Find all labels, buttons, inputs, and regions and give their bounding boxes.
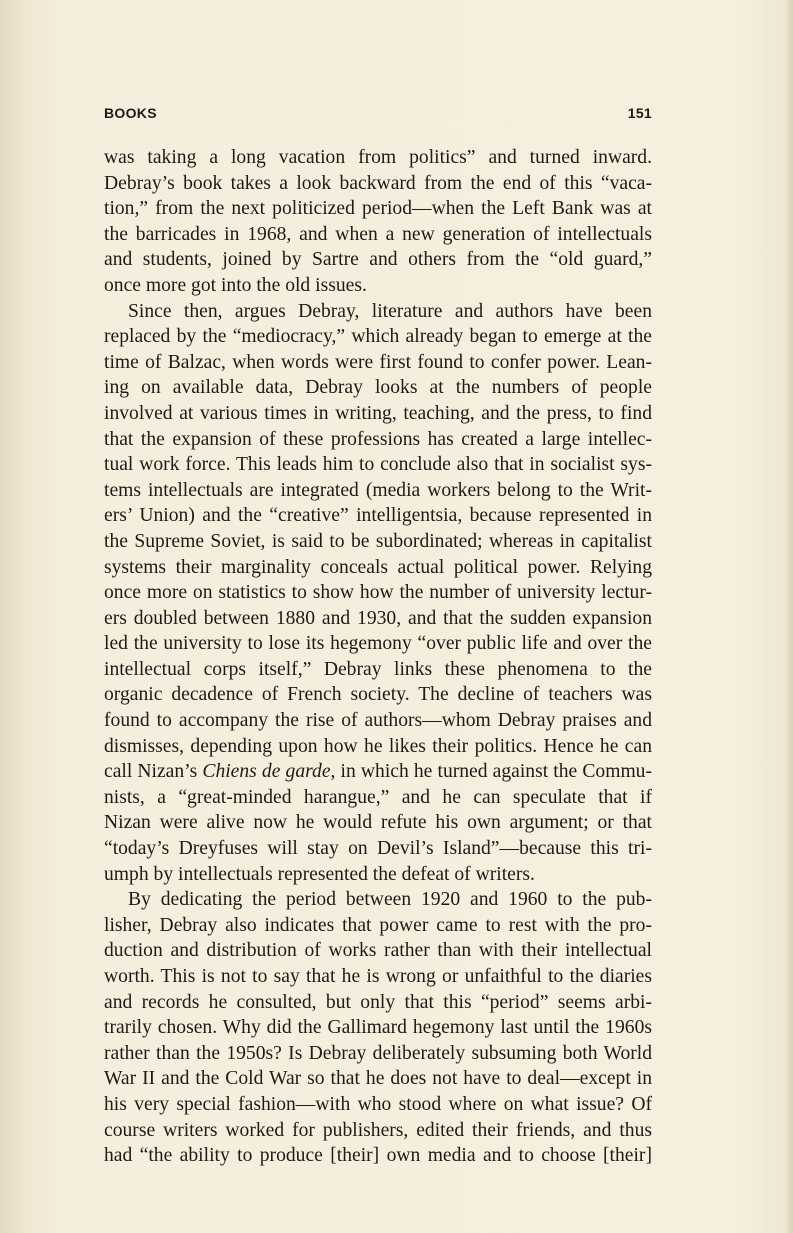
text-line: replaced by the “mediocracy,” which already began to emerge at the (104, 326, 652, 348)
text-line: “today’s Dreyfuses will stay on Devil’s Island”—because this tri- (104, 838, 652, 860)
paragraph (104, 887, 652, 1169)
text-line: and records he consulted, but only that this “period” seems arbi- (104, 991, 652, 1013)
text-line: once more on statistics to show how the number of university lectur- (104, 582, 652, 604)
text-line: duction and distribution of works rather than with their intellectual (104, 940, 652, 962)
text-line: ers’ Union) and the “creative” intelligentsia, because represented in (104, 505, 652, 527)
text-line: call Nizan’s Chiens de garde, in which he turned against the Commu- (104, 761, 653, 783)
text-line: ing on available data, Debray looks at the numbers of people (104, 377, 652, 399)
running-header (104, 105, 652, 125)
text-line: once more got into the old issues. (104, 274, 367, 296)
text-line: intellectual corps itself,” Debray links these phenomena to the (104, 658, 652, 680)
text-line: the barricades in 1968, and when a new generation of intellectuals (104, 223, 652, 245)
text-line: By dedicating the period between 1920 and 1960 to the pub- (128, 889, 652, 911)
text-line: umph by intellectuals represented the defeat of writers. (104, 863, 535, 885)
text-line: tion,” from the next politicized period—when the Left Bank was at (104, 198, 652, 220)
text-line: rather than the 1950s? Is Debray deliberately subsuming both World (104, 1042, 652, 1064)
text-line: Since then, argues Debray, literature and authors have been (128, 300, 652, 322)
text-line: found to accompany the rise of authors—whom Debray praises and (104, 710, 652, 732)
paragraph (104, 299, 652, 888)
text-line: dismisses, depending upon how he likes their politics. Hence he can (104, 735, 652, 757)
text-line: involved at various times in writing, teaching, and the press, to find (104, 402, 652, 424)
text-line: time of Balzac, when words were first found to confer power. Lean- (104, 351, 652, 373)
text-line: had “the ability to produce [their] own media and to choose [their] (104, 1145, 652, 1167)
text-line: tems intellectuals are integrated (media workers belong to the Writ- (104, 479, 652, 501)
text-line: organic decadence of French society. The decline of teachers was (104, 684, 652, 706)
text-line: Nizan were alive now he would refute his own argument; or that (104, 812, 652, 834)
text-line: course writers worked for publishers, edited their friends, and thus (104, 1119, 652, 1141)
text-line: his very special fashion—with who stood where on what issue? Of (104, 1093, 652, 1115)
text-line: Debray’s book takes a look backward from the end of this “vaca- (104, 172, 652, 194)
text-line: tual work force. This leads him to conclude also that in socialist sys- (104, 454, 652, 476)
paragraph (104, 145, 652, 299)
text-line: the Supreme Soviet, is said to be subordinated; whereas in capitalist (104, 530, 652, 552)
text-line: worth. This is not to say that he is wrong or unfaithful to the diaries (104, 966, 652, 987)
text-line: and students, joined by Sartre and others from the “old guard,” (104, 249, 652, 271)
body-text (104, 145, 652, 1169)
section-title: BOOKS (104, 105, 157, 121)
text-line: was taking a long vacation from politics” and turned inward. (104, 147, 652, 168)
text-line: trarily chosen. Why did the Gallimard hegemony last until the 1960s (104, 1017, 652, 1039)
italic-title: Chiens de garde, (202, 761, 336, 783)
text-line: that the expansion of these professions has created a large intellec- (104, 428, 652, 450)
text-line: War II and the Cold War so that he does not have to deal—except in (104, 1068, 652, 1090)
text-line: nists, a “great-minded harangue,” and he can speculate that if (104, 786, 652, 808)
page-number: 151 (627, 105, 652, 121)
text-line: led the university to lose its hegemony “over public life and over the (104, 633, 652, 655)
text-line: ers doubled between 1880 and 1930, and that the sudden expansion (104, 607, 652, 629)
text-line: lisher, Debray also indicates that power came to rest with the pro- (104, 914, 652, 936)
text-line: systems their marginality conceals actual political power. Relying (104, 556, 652, 578)
